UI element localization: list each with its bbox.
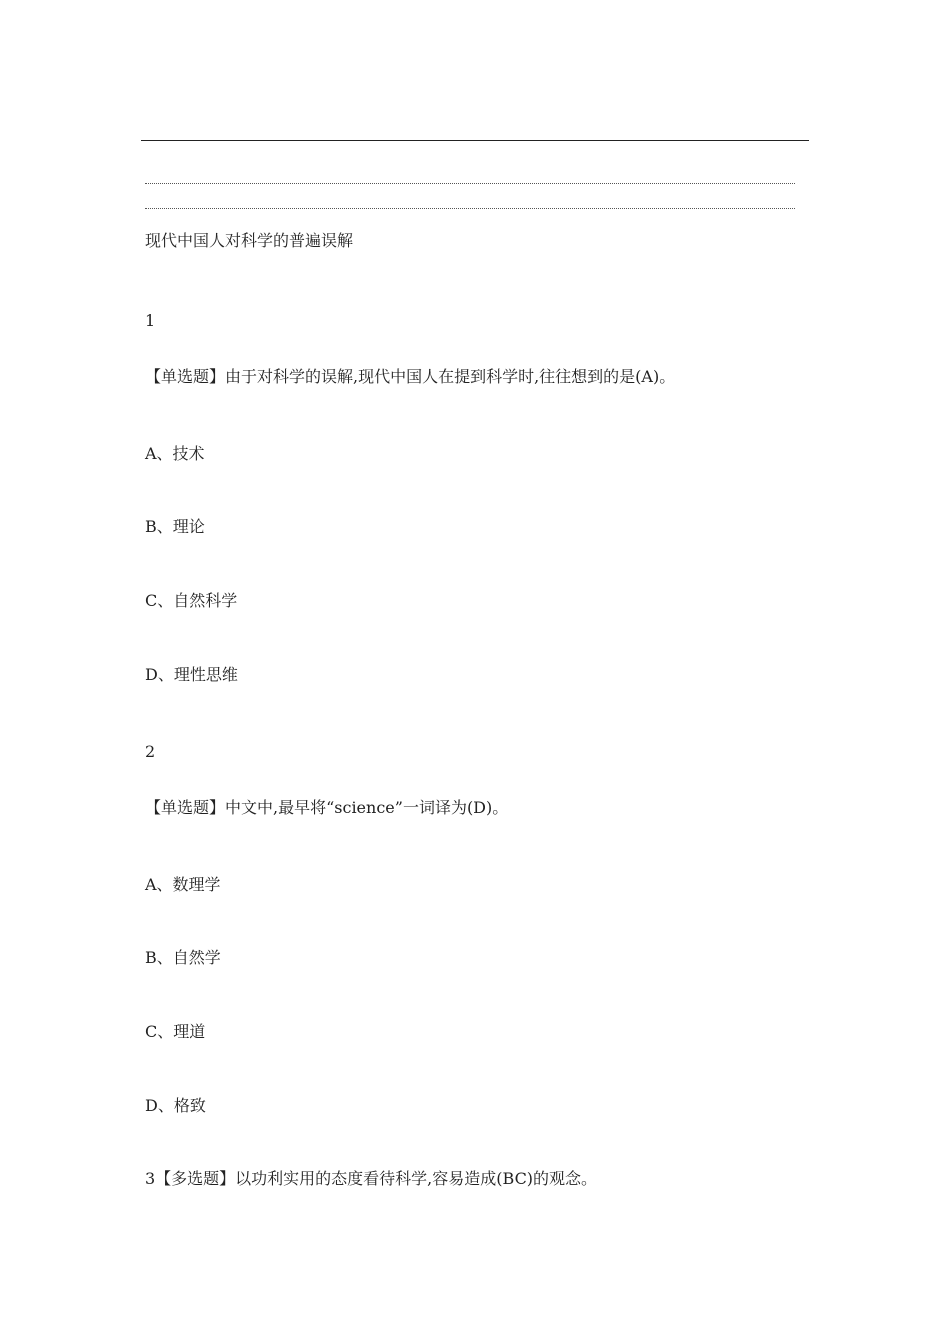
answer-option: A、技术 xyxy=(145,444,205,463)
dotted-separator xyxy=(145,183,795,184)
answer-option: A、数理学 xyxy=(145,875,221,894)
answer-option: C、自然科学 xyxy=(145,591,238,610)
question-number: 1 xyxy=(145,311,156,330)
answer-option: B、自然学 xyxy=(145,948,221,967)
question-stem: 3【多选题】以功利实用的态度看待科学,容易造成(BC)的观念。 xyxy=(145,1169,598,1188)
question-stem: 【单选题】由于对科学的误解,现代中国人在提到科学时,往往想到的是(A)。 xyxy=(145,367,676,386)
question-stem: 【单选题】中文中,最早将“science”一词译为(D)。 xyxy=(145,798,509,817)
dotted-separator xyxy=(145,208,795,209)
answer-option: B、理论 xyxy=(145,517,205,536)
answer-option: D、格致 xyxy=(145,1096,206,1115)
header-rule xyxy=(141,140,809,141)
document-title: 现代中国人对科学的普遍误解 xyxy=(145,231,354,250)
question-number: 2 xyxy=(145,742,156,761)
answer-option: C、理道 xyxy=(145,1022,206,1041)
answer-option: D、理性思维 xyxy=(145,665,238,684)
